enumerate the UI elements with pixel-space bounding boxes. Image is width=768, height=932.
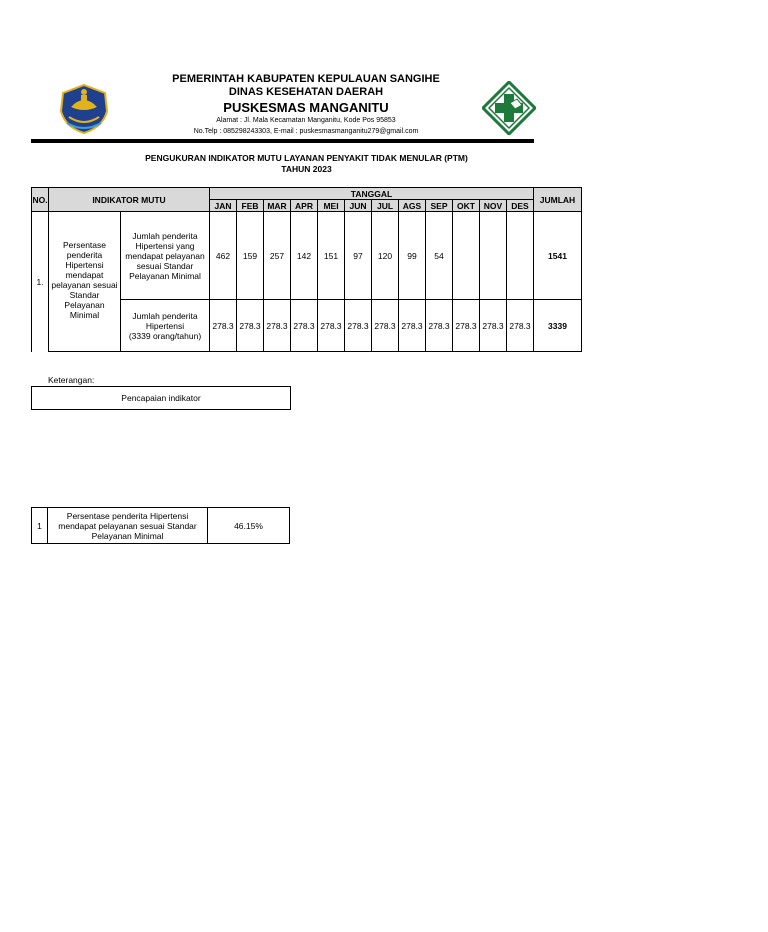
header-puskesmas-name: PUSKESMAS MANGANITU — [223, 100, 389, 115]
denominator-label-sub: (3339 orang/tahun) — [128, 330, 202, 341]
puskesmas-logo-icon — [482, 81, 536, 135]
denominator-value: 278.3 — [372, 300, 399, 352]
numerator-value: 462 — [210, 212, 237, 300]
month-header: NOV — [480, 200, 507, 212]
numerator-value — [480, 212, 507, 300]
denominator-value: 278.3 — [480, 300, 507, 352]
denominator-value: 278.3 — [453, 300, 480, 352]
numerator-label: Jumlah penderita Hipertensi yang mendapat pelayanan sesuai Standar Pelayanan Minimal — [121, 212, 210, 300]
month-header: MAR — [264, 200, 291, 212]
header-no: NO. — [32, 188, 49, 212]
keterangan-box-text: Pencapaian indikator — [121, 393, 201, 403]
numerator-value: 120 — [372, 212, 399, 300]
denominator-value: 278.3 — [318, 300, 345, 352]
keterangan-box — [31, 386, 291, 410]
header-indikator: INDIKATOR MUTU — [49, 188, 210, 212]
indicator-table — [31, 187, 582, 352]
numerator-value — [453, 212, 480, 300]
row-number: 1. — [32, 212, 49, 352]
month-header: AGS — [399, 200, 426, 212]
header-jumlah: JUMLAH — [534, 188, 582, 212]
denominator-total: 3339 — [534, 300, 582, 352]
denominator-value: 278.3 — [399, 300, 426, 352]
header-department: DINAS KESEHATAN DAERAH — [228, 86, 384, 98]
month-header: FEB — [237, 200, 264, 212]
document-year: TAHUN 2023 — [281, 164, 332, 174]
document-title: PENGUKURAN INDIKATOR MUTU LAYANAN PENYAKIT TIDAK MENULAR (PTM) — [145, 153, 468, 163]
summary-no: 1 — [32, 508, 48, 544]
numerator-value: 257 — [264, 212, 291, 300]
numerator-value: 151 — [318, 212, 345, 300]
denominator-label-main: Jumlah penderita Hipertensi — [132, 310, 198, 331]
numerator-value: 159 — [237, 212, 264, 300]
numerator-value: 97 — [345, 212, 372, 300]
indicator-name: Persentase penderita Hipertensi mendapat pelayanan sesuai Standar Pelayanan Minimal — [49, 212, 121, 352]
month-header: JUL — [372, 200, 399, 212]
denominator-value: 278.3 — [264, 300, 291, 352]
numerator-value: 142 — [291, 212, 318, 300]
header-tanggal: TANGGAL — [210, 188, 534, 200]
month-header: APR — [291, 200, 318, 212]
denominator-value: 278.3 — [237, 300, 264, 352]
denominator-value: 278.3 — [345, 300, 372, 352]
numerator-value: 54 — [426, 212, 453, 300]
month-header: SEP — [426, 200, 453, 212]
numerator-value — [507, 212, 534, 300]
summary-indicator: Persentase penderita Hipertensi mendapat pelayanan sesuai Standar Pelayanan Minimal — [48, 508, 208, 544]
sangihe-emblem-icon — [57, 83, 111, 135]
header-address: Alamat : Jl. Mala Kecamatan Manganitu, Kode Pos 95853 — [216, 117, 396, 124]
month-header: MEI — [318, 200, 345, 212]
month-header: OKT — [453, 200, 480, 212]
keterangan-label: Keterangan: — [48, 375, 95, 385]
denominator-value: 278.3 — [507, 300, 534, 352]
month-header: JUN — [345, 200, 372, 212]
denominator-value: 278.3 — [210, 300, 237, 352]
month-header: JAN — [210, 200, 237, 212]
numerator-value: 99 — [399, 212, 426, 300]
summary-value: 46.15% — [208, 508, 290, 544]
header-divider — [31, 139, 534, 143]
denominator-label — [121, 300, 210, 352]
month-header: DES — [507, 200, 534, 212]
denominator-value: 278.3 — [426, 300, 453, 352]
numerator-total: 1541 — [534, 212, 582, 300]
header-contact: No.Telp : 085298243303, E-mail : puskesmasmanganitu279@gmail.com — [193, 128, 419, 135]
summary-table — [31, 507, 290, 544]
header-government: PEMERINTAH KABUPATEN KEPULAUAN SANGIHE — [172, 73, 440, 85]
denominator-value: 278.3 — [291, 300, 318, 352]
